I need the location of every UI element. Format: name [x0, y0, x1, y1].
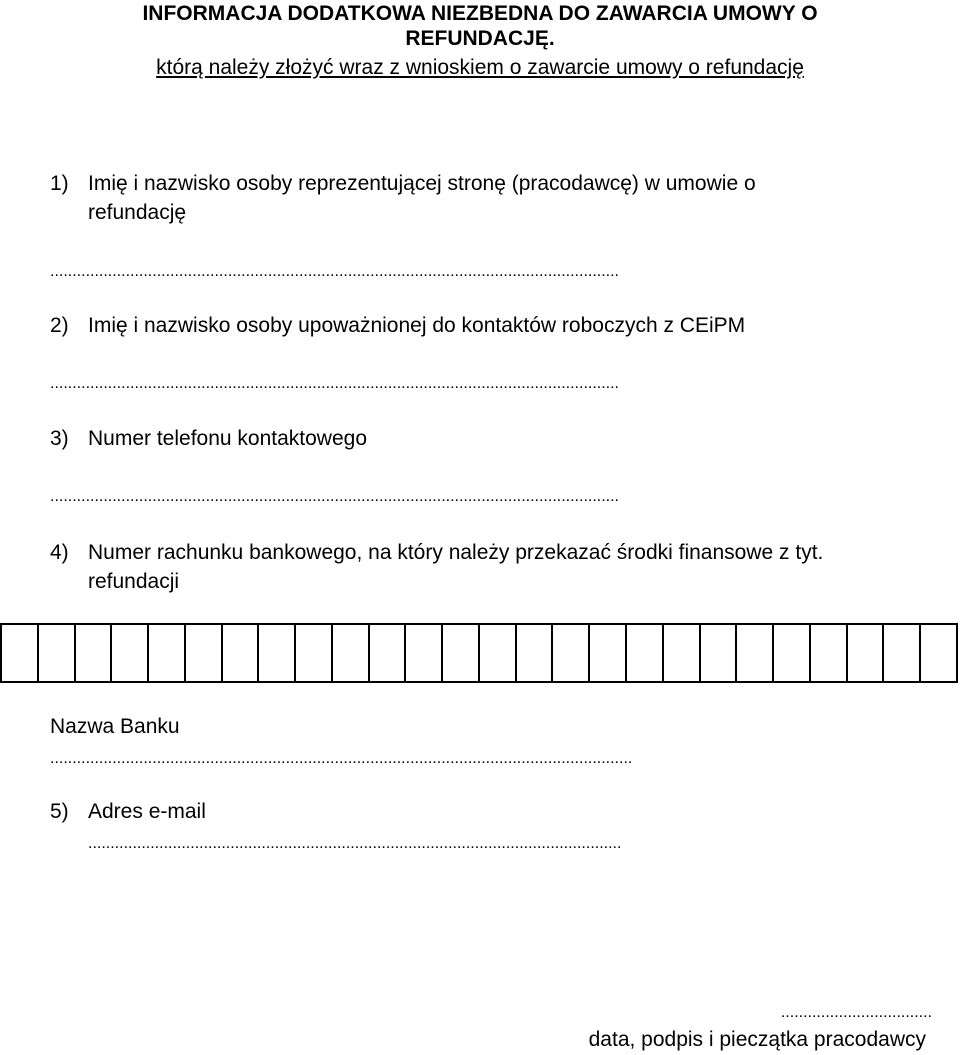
account-digit-cell[interactable] — [333, 625, 370, 681]
account-digit-cell[interactable] — [2, 625, 39, 681]
account-digit-cell[interactable] — [811, 625, 848, 681]
item1-number: 1) — [50, 172, 69, 195]
document-title-line-1: INFORMACJA DODATKOWA NIEZBEDNA DO ZAWARCIA UMOWY O — [142, 2, 818, 25]
document-title-line-2: REFUNDACJĘ. — [405, 27, 555, 50]
account-digit-cell[interactable] — [223, 625, 260, 681]
item3-label: Numer telefonu kontaktowego — [88, 427, 367, 450]
account-digit-cell[interactable] — [76, 625, 113, 681]
account-digit-cell[interactable] — [664, 625, 701, 681]
item3-number: 3) — [50, 427, 69, 450]
account-digit-cell[interactable] — [627, 625, 664, 681]
account-digit-cell[interactable] — [406, 625, 443, 681]
item5-label-line — [50, 798, 206, 826]
account-digit-cell[interactable] — [921, 625, 958, 681]
item4-number: 4) — [50, 541, 69, 564]
document-subtitle: którą należy złożyć wraz z wnioskiem o zawarcie umowy o refundację — [156, 56, 804, 79]
account-digit-cell[interactable] — [590, 625, 627, 681]
signature-label: data, podpis i pieczątka pracodawcy — [588, 1028, 926, 1051]
item3-label-line — [50, 425, 367, 453]
item5-label: Adres e-mail — [88, 800, 206, 823]
item4-label-line1 — [50, 539, 823, 567]
account-digit-cell[interactable] — [370, 625, 407, 681]
account-digit-cell[interactable] — [553, 625, 590, 681]
account-digit-cell[interactable] — [259, 625, 296, 681]
account-digit-cell[interactable] — [149, 625, 186, 681]
account-digit-cell[interactable] — [443, 625, 480, 681]
account-digit-cell[interactable] — [884, 625, 921, 681]
account-digit-cell[interactable] — [186, 625, 223, 681]
item2-number: 2) — [50, 314, 69, 337]
email-fill-line[interactable]: ........................................................................................................................ — [88, 835, 622, 852]
account-digit-cell[interactable] — [112, 625, 149, 681]
account-digit-cell[interactable] — [848, 625, 885, 681]
item1-label: Imię i nazwisko osoby reprezentującej stronę (pracodawcę) w umowie o — [88, 172, 756, 195]
item4-label: Numer rachunku bankowego, na który należy przekazać środki finansowe z tyt. — [88, 541, 824, 564]
bank-account-number-grid — [0, 623, 958, 683]
item2-label-line — [50, 312, 745, 340]
account-digit-cell[interactable] — [774, 625, 811, 681]
item2-fill-line[interactable]: ................................................................................................................................ — [50, 375, 619, 392]
item5-number: 5) — [50, 800, 69, 823]
account-digit-cell[interactable] — [737, 625, 774, 681]
signature-fill-line[interactable]: .................................. — [780, 1004, 932, 1021]
item1-label-line2: refundację — [88, 201, 187, 224]
item1-fill-line[interactable]: ................................................................................................................................ — [50, 263, 619, 280]
account-digit-cell[interactable] — [480, 625, 517, 681]
bank-name-fill-line[interactable]: ................................................................................................................................... — [50, 750, 633, 767]
item3-fill-line[interactable]: ................................................................................................................................ — [50, 488, 619, 505]
account-digit-cell[interactable] — [701, 625, 738, 681]
account-digit-cell[interactable] — [39, 625, 76, 681]
item4-label-line2: refundacji — [88, 570, 180, 593]
account-digit-cell[interactable] — [296, 625, 333, 681]
bank-name-label: Nazwa Banku — [50, 715, 180, 738]
item2-label: Imię i nazwisko osoby upoważnionej do kontaktów roboczych z CEiPM — [88, 314, 746, 337]
item1-label-line1 — [50, 170, 756, 198]
account-digit-cell[interactable] — [517, 625, 554, 681]
